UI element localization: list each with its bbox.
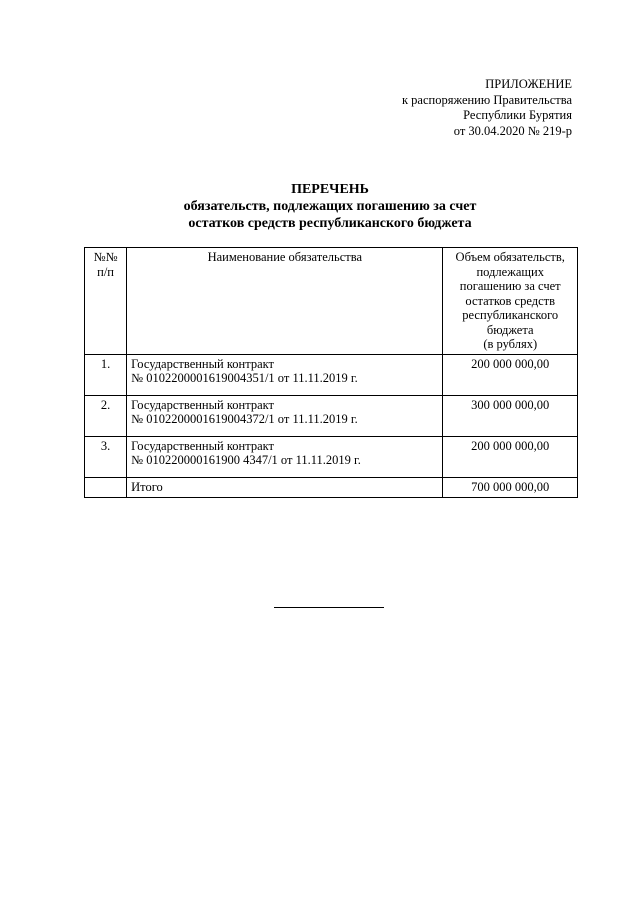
row-amount: 200 000 000,00 [443, 354, 578, 395]
table-header-row [85, 248, 578, 355]
obligations-table [84, 247, 578, 498]
appendix-decree: к распоряжению Правительства [401, 92, 572, 107]
header-amount-line-7: (в рублях) [483, 337, 538, 351]
header-amount [443, 248, 578, 355]
row-amount: 300 000 000,00 [443, 395, 578, 436]
header-amount-line-6: бюджета [486, 322, 534, 337]
row-number: 2. [85, 395, 127, 436]
header-amount-line-5: республиканского [462, 308, 559, 322]
table-row [85, 354, 578, 395]
total-amount: 700 000 000,00 [443, 477, 578, 497]
table-total-row [85, 477, 578, 497]
appendix-date-number: от 30.04.2020 № 219-р [453, 123, 572, 138]
document-title [0, 181, 640, 232]
row-name-line-1: Государственный контракт [131, 356, 274, 371]
appendix-title: ПРИЛОЖЕНИЕ [485, 77, 572, 91]
row-name-line-2: № 010220000161900 4347/1 от 11.11.2019 г. [131, 453, 361, 467]
row-number: 1. [85, 354, 127, 395]
header-amount-line-4: остатков средств [465, 293, 556, 308]
title-line-2: обязательств, подлежащих погашению за счет [183, 199, 477, 214]
table-row [85, 436, 578, 477]
closing-divider-line [274, 607, 384, 608]
total-label: Итого [127, 477, 443, 497]
header-amount-line-3: погашению за счет [459, 279, 561, 293]
row-name [127, 436, 443, 477]
row-name-line-1: Государственный контракт [131, 397, 274, 412]
header-amount-line-2: подлежащих [476, 264, 544, 279]
appendix-header [402, 77, 572, 139]
title-line-3: остатков средств республиканского бюджета [188, 216, 472, 231]
header-amount-line-1: Объем обязательств, [455, 250, 565, 264]
header-number-line-2: п/п [97, 264, 114, 279]
row-number: 3. [85, 436, 127, 477]
title-main: ПЕРЕЧЕНЬ [291, 182, 369, 197]
header-number [85, 248, 127, 355]
row-name [127, 395, 443, 436]
row-name-line-2: № 0102200001619004372/1 от 11.11.2019 г. [131, 412, 358, 426]
appendix-republic: Республики Бурятия [463, 108, 572, 122]
row-amount: 200 000 000,00 [443, 436, 578, 477]
row-name-line-1: Государственный контракт [131, 438, 274, 453]
header-name: Наименование обязательства [127, 248, 443, 355]
total-number-empty [85, 477, 127, 497]
row-name-line-2: № 0102200001619004351/1 от 11.11.2019 г. [131, 371, 358, 385]
header-number-line-1: №№ [93, 250, 118, 264]
row-name [127, 354, 443, 395]
table-row [85, 395, 578, 436]
